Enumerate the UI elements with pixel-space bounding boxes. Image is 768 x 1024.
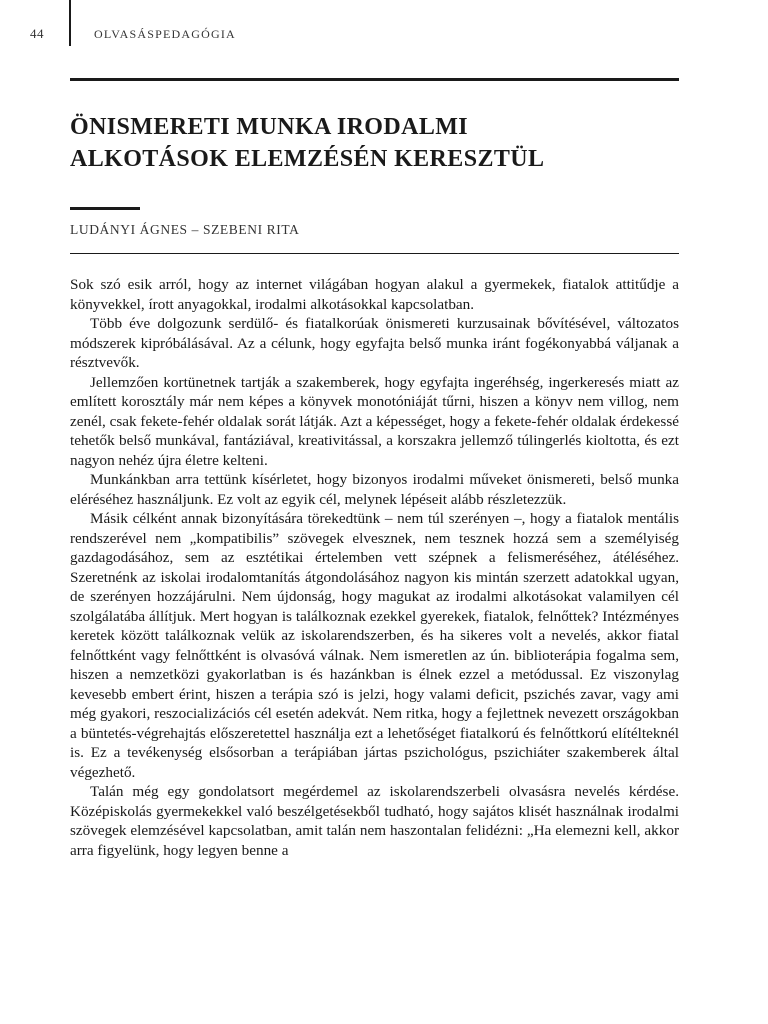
article-authors: LUDÁNYI ÁGNES – SZEBENI RITA <box>70 222 300 237</box>
top-rule <box>70 78 679 81</box>
article-title-line-2: ALKOTÁSOK ELEMZÉSÉN KERESZTÜL <box>70 146 545 172</box>
paragraph-3: Jellemzően kortünetnek tartják a szakemberek, hogy egyfajta ingeréhség, ingerkeresés miatt az említett korosztály már nem képes a könyvek monotóniáját tűrni, hiszen a könyv nem villog, nem zenél, csak fekete-fehér oldalak sorát látják. Azt a képességet, hogy a fekete-fehér oldalak érdekessé tehetők belső munkával, fantáziával, kreativitással, a korszakra jellemző túlingerlés kioltotta, és ezt nagyon nehéz újra életre kelteni. <box>70 373 679 469</box>
paragraph-1: Sok szó esik arról, hogy az internet világában hogyan alakul a gyermekek, fiatalok attitűdje a könyvekkel, írott anyagokkal, irodalmi alkotásokkal kapcsolatban. <box>70 276 679 313</box>
paragraph-5: Másik célként annak bizonyítására törekedtünk – nem túl szerényen –, hogy a fiatalok mentális rendszerével nem „kompatibilis” szövegek elvesznek, nem tesznek hozzá sem a személyiség gazdagodásához, sem az esztétikai értelemben vett szépnek a felismeréséhez, átéléséhez. Szeretnénk az iskolai irodalomtanítás átgondolásához nagyon kis mintán szerzett adatokkal ugyan, de szerényen hozzájárulni. Nem újdonság, hogy magukat az irodalmi alkotásokat valamilyen cél szolgálatába állítjuk. Mert hogyan is találkoznak ezekkel gyerekek, fiatalok, felnőttek? Intézményes keretek között találkoznak velük az iskolarendszerben, és ha sikeres volt a nevelés, akkor fiatal felnőttként vagy felnőttként is olvasóvá válnak. Nem ismeretlen az ún. biblioterápia fogalma sem, hiszen a nemzetközi gyakorlatban is és hazánkban is élnek ezzel a metódussal. Ez viszonylag kevesebb embert érint, hiszen a terápia szó is jelzi, hogy valami deficit, pszichés zavar, vagy ami még gyakori, reszocializációs cél esetén adekvát. Nem ritka, hogy a fejlettnek nevezett országokban a büntetés-végrehajtás előszeretettel használja ezt a lehetőséget fiatalkorú és felnőttkorú elítélteknél is. Ez a tevékenység elsősorban a terápiában jártas pszichológus, pszichiáter szakemberek által végezhető. <box>70 510 679 781</box>
article-body <box>70 275 679 860</box>
title-accent-rule <box>70 207 140 210</box>
header-vertical-rule <box>69 0 71 46</box>
page-number: 44 <box>30 26 44 41</box>
section-label: OLVASÁSPEDAGÓGIA <box>94 27 236 41</box>
paragraph-2: Több éve dolgozunk serdülő- és fiatalkorúak önismereti kurzusainak bővítésével, változatos módszerek kipróbálásával. Az a célunk, hogy egyfajta belső munka iránt fogékonyabbá váljanak a résztvevők. <box>70 315 679 371</box>
authors-rule <box>70 253 679 254</box>
paragraph-4: Munkánkban arra tettünk kísérletet, hogy bizonyos irodalmi műveket önismereti, belső munka eléréséhez használjunk. Ez volt az egyik cél, melynek lépéseit alább részletezzük. <box>70 471 679 508</box>
article-title-line-1: ÖNISMERETI MUNKA IRODALMI <box>70 114 469 140</box>
article-title <box>70 111 679 175</box>
paragraph-6: Talán még egy gondolatsort megérdemel az iskolarendszerbeli olvasásra nevelés kérdése. Középiskolás gyermekekkel való beszélgetésekből tudható, hogy sajátos klisét használnak irodalmi szövegek elemzésével kapcsolatban, amit talán nem haszontalan felidézni: „Ha elemezni kell, akkor arra figyelünk, hogy legyen benne a <box>70 783 679 859</box>
